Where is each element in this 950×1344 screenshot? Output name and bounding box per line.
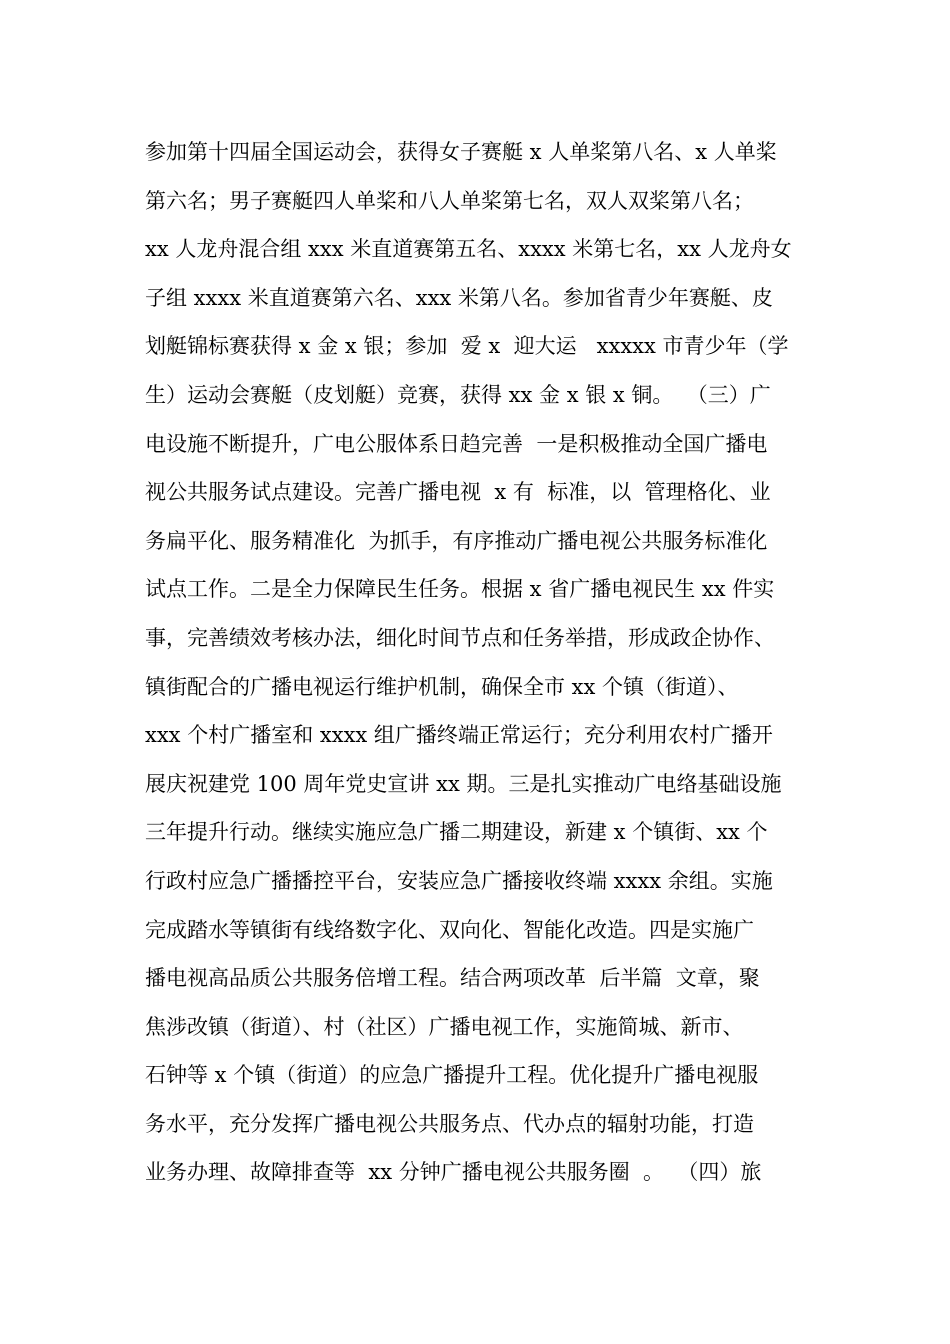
text-line: xxx 个村广播室和 xxxx 组广播终端正常运行；充分利用农村广播开 [145,723,773,748]
text-line: 焦涉改镇（街道）、村（社区）广播电视工作，实施简城、新市、 [145,1014,744,1039]
text-line: 务扁平化、服务精准化 为抓手，有序推动广播电视公共服务标准化 [145,528,768,553]
text-line: 试点工作。二是全力保障民生任务。根据 x 省广播电视民生 xx 件实 [145,577,775,602]
text-line: 行政村应急广播播控平台，安装应急广播接收终端 xxxx 余组。实施 [145,868,773,893]
text-line: 划艇锦标赛获得 x 金 x 银；参加 爱 x 迎大运 xxxxx 市青少年（学 [145,334,789,359]
text-line: 播电视高品质公共服务倍增工程。结合两项改革 后半篇 文章，聚 [145,966,760,991]
text-line: 石钟等 x 个镇（街道）的应急广播提升工程。优化提升广播电视服 [145,1063,759,1088]
text-line: 视公共服务试点建设。完善广播电视 x 有 标准，以 管理格化、业 [145,480,771,505]
body-text [145,128,825,1197]
text-line: 电设施不断提升，广电公服体系日趋完善 一是积极推动全国广播电 [145,431,768,456]
text-line: 镇街配合的广播电视运行维护机制，确保全市 xx 个镇（街道）、 [145,674,739,699]
text-line: 展庆祝建党 100 周年党史宣讲 xx 期。三是扎实推动广电络基础设施 [145,771,782,796]
text-line: 完成踏水等镇街有线络数字化、双向化、智能化改造。四是实施广 [145,917,754,942]
text-line: 务水平，充分发挥广播电视公共服务点、代办点的辐射功能，打造 [145,1111,754,1136]
text-line: 第六名；男子赛艇四人单桨和八人单桨第七名，双人双桨第八名； [145,188,754,213]
text-line: 三年提升行动。继续实施应急广播二期建设，新建 x 个镇街、xx 个 [145,820,768,845]
text-line: 参加第十四届全国运动会，获得女子赛艇 x 人单桨第八名、x 人单桨 [145,140,777,164]
text-line: 业务办理、故障排查等 xx 分钟广播电视公共服务圈 。 （四）旅 [145,1160,762,1185]
text-line: 生）运动会赛艇（皮划艇）竞赛，获得 xx 金 x 银 x 铜。 （三）广 [145,382,771,407]
text-line: 子组 xxxx 米直道赛第六名、xxx 米第八名。参加省青少年赛艇、皮 [145,285,773,310]
text-line: xx 人龙舟混合组 xxx 米直道赛第五名、xxxx 米第七名，xx 人龙舟女 [145,237,792,262]
text-line: 事，完善绩效考核办法，细化时间节点和任务举措，形成政企协作、 [145,625,775,650]
